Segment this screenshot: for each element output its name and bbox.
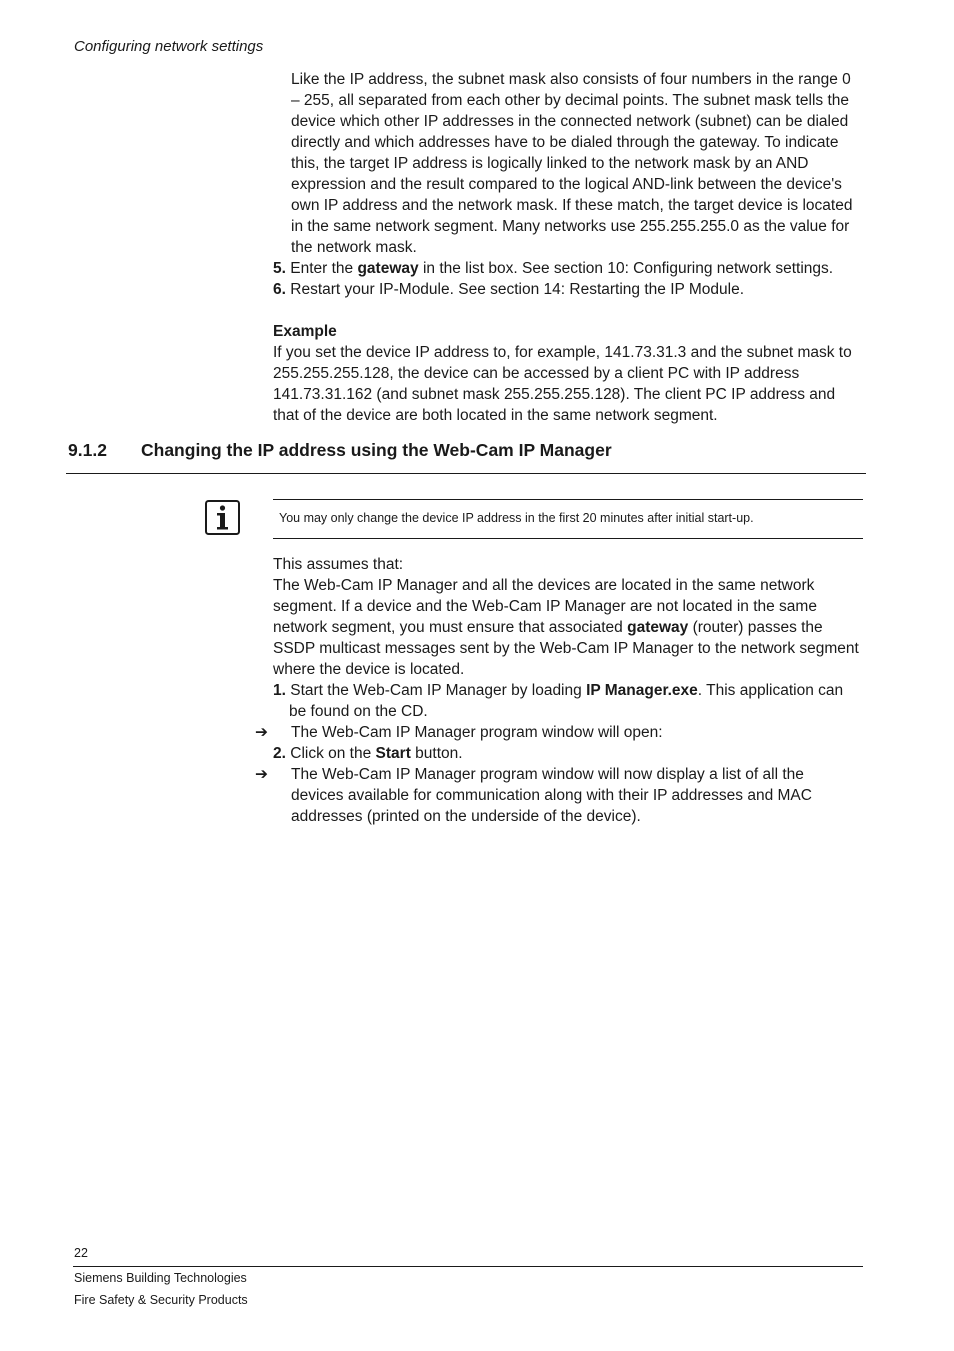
result-text: The Web-Cam IP Manager program window will now display a list of all the devices available for communication along with their IP addresses and MAC addresses (printed on the underside of the device). xyxy=(291,766,812,825)
page-number: 22 xyxy=(74,1246,88,1260)
info-icon xyxy=(205,500,240,535)
step-number: 5. xyxy=(273,260,286,277)
section-heading xyxy=(68,440,612,461)
step-text: Click on the xyxy=(290,745,376,762)
result-text: The Web-Cam IP Manager program window will open: xyxy=(291,724,663,741)
section-title: Changing the IP address using the Web-Cam IP Manager xyxy=(141,440,612,460)
note-top-rule xyxy=(273,499,863,500)
step-number: 1. xyxy=(273,682,286,699)
step-number: 6. xyxy=(273,281,286,298)
procedure-result-2 xyxy=(255,764,845,827)
running-header: Configuring network settings xyxy=(74,38,264,55)
result-arrow-icon: ➔ xyxy=(255,766,268,783)
assumes-lead: This assumes that: xyxy=(273,556,404,573)
assumes-text xyxy=(273,575,863,680)
section-rule xyxy=(66,473,866,474)
step-5 xyxy=(273,258,863,279)
footer-division: Fire Safety & Security Products xyxy=(74,1293,248,1307)
assumes-emphasis: gateway xyxy=(627,619,689,636)
assumes-text-part: The Web-Cam IP Manager and all the devices are located in the same network segment. If a device and the Web-Cam IP Manager are not located in the same network segment, you must ensure that associated xyxy=(273,577,817,636)
step-text: . This application can be found on the CD. xyxy=(289,682,844,720)
step-text: Restart your IP-Module. See section 14: Restarting the IP Module. xyxy=(290,281,745,298)
assumes-text-part: (router) passes the SSDP multicast messages sent by the Web-Cam IP Manager to the network segment where the device is located. xyxy=(273,619,859,678)
note-text: You may only change the device IP address in the first 20 minutes after initial start-up. xyxy=(279,511,754,525)
example-heading: Example xyxy=(273,323,337,340)
footer-rule xyxy=(73,1266,863,1267)
step-text: button. xyxy=(410,745,463,762)
subnet-mask-paragraph: Like the IP address, the subnet mask also consists of four numbers in the range 0 – 255, all separated from each other by decimal points. The subnet mask tells the device which other IP addresses in the connected network (subnet) can be dialed directly and which addresses have to be dialed through the gateway. To indicate this, the target IP address is logically linked to the network mask by an AND expression and the result compared to the logical AND-link between the device's own IP address and the network mask. If these match, the target device is located in the same network segment. Many networks use 255.255.255.0 as the value for the network mask. xyxy=(291,71,853,256)
procedure-step-2 xyxy=(273,743,863,764)
note-bottom-rule xyxy=(273,538,863,539)
result-arrow-icon: ➔ xyxy=(255,724,268,741)
example-text: If you set the device IP address to, for example, 141.73.31.3 and the subnet mask to 255.255.255.128, the device can be accessed by a client PC with IP address 141.73.31.162 (and subnet mask 255.255.255.128). The client PC IP address and that of the device are both located in the same network segment. xyxy=(273,344,852,424)
step-emphasis: gateway xyxy=(357,260,419,277)
step-emphasis: Start xyxy=(375,745,411,762)
step-text: in the list box. See section 10: Configuring network settings. xyxy=(418,260,834,277)
section-number: 9.1.2 xyxy=(68,440,107,460)
step-text: Enter the xyxy=(290,260,358,277)
step-text: Start the Web-Cam IP Manager by loading xyxy=(290,682,587,699)
procedure-result-1 xyxy=(255,722,863,743)
step-number: 2. xyxy=(273,745,286,762)
procedure-step-1 xyxy=(273,680,863,722)
step-emphasis: IP Manager.exe xyxy=(586,682,698,699)
step-6 xyxy=(273,279,863,300)
footer-company: Siemens Building Technologies xyxy=(74,1271,247,1285)
